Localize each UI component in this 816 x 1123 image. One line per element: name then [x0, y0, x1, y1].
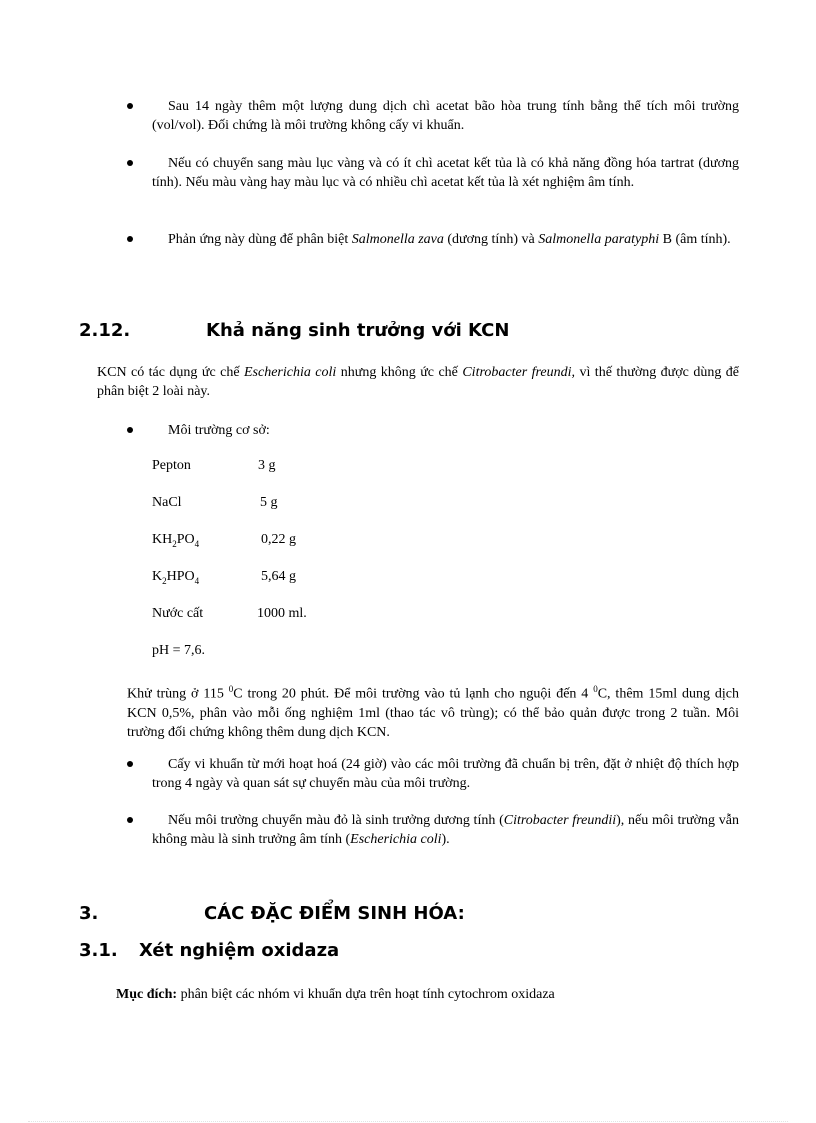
bullet-item [127, 230, 739, 249]
bullet-text: Sau 14 ngày thêm một lượng dung dịch chì acetat bão hòa trung tính bằng thể tích môi trường (vol/vol). Đối chứng là môi trường không cấy vi khuẩn. [152, 99, 739, 133]
ingredient-amount: 5,64 g [261, 569, 296, 584]
bullet-item [127, 97, 739, 135]
heading-title: Xét nghiệm oxidaza [139, 940, 340, 961]
medium-row [152, 495, 278, 511]
heading-number: 3. [79, 903, 99, 924]
ingredient-amount: 0,22 g [261, 532, 296, 547]
ingredient-name: Nước cất [152, 606, 204, 621]
ingredient-name: NaCl [152, 495, 182, 510]
medium-row [152, 532, 296, 549]
ingredient-amount: 1000 ml. [257, 606, 307, 621]
bullet-dot-icon [127, 817, 133, 823]
bullet-item [127, 421, 739, 440]
purpose-label: Mục đích: [116, 987, 178, 1002]
bullet-dot-icon [127, 160, 133, 166]
heading-title: Khả năng sinh trưởng với KCN [206, 320, 510, 341]
bullet-dot-icon [127, 236, 133, 242]
ph-value: pH = 7,6. [152, 643, 206, 658]
section-heading-2-12 [79, 320, 510, 341]
bullet-text: Nếu có chuyển sang màu lục vàng và có ít chì acetat kết tủa là có khả năng đồng hóa tartrat (dương tính). Nếu màu vàng hay màu lục và có nhiều chì acetat kết tủa là xét nghiệm âm tính. [152, 156, 739, 190]
ingredient-name: $K_2HPO_4$ [152, 569, 200, 586]
ingredient-amount: 3 g [258, 458, 276, 473]
purpose-text: phân biệt các nhóm vi khuẩn dựa trên hoạt tính cytochrom oxidaza [177, 987, 555, 1002]
bullet-item [127, 755, 739, 793]
section-heading-3 [79, 903, 465, 924]
medium-row [152, 569, 296, 586]
bullet-text: Cấy vi khuẩn từ mới hoạt hoá (24 giờ) vào các môi trường đã chuẩn bị trên, đặt ở nhiệt độ thích hợp trong 4 ngày và quan sát sự chuyển màu của môi trường. [152, 757, 739, 791]
bullet-text: Nếu môi trường chuyển màu đỏ là sinh trưởng dương tính (Citrobacter freundii), nếu môi trường vẫn không màu là sinh trưởng âm tính (Escherichia coli). [152, 813, 739, 847]
ingredient-name: Pepton [152, 458, 191, 473]
bullet-item [127, 811, 739, 849]
section-heading-3-1 [79, 940, 340, 961]
sterilization-paragraph: Khử trùng ở 115 $^0$C trong 20 phút. Để môi trường vào tủ lạnh cho nguội đến 4 $^0$C, thêm 15ml dung dịch KCN 0,5%, phân vào mỗi ống nghiệm 1ml (thao tác vô trùng); có thể bảo quản được trong 2 tuần. Môi trường đối chứng không thêm dung dịch KCN. [127, 684, 739, 740]
bullet-dot-icon [127, 103, 133, 109]
intro-paragraph: KCN có tác dụng ức chế Escherichia coli nhưng không ức chế Citrobacter freundi, vì thế thường được dùng để phân biệt 2 loài này. [97, 365, 739, 399]
bullet-dot-icon [127, 427, 133, 433]
ingredient-amount: 5 g [260, 495, 278, 510]
medium-row [152, 458, 276, 474]
page-bottom-divider [28, 1121, 788, 1122]
bullet-dot-icon [127, 761, 133, 767]
purpose-line [116, 985, 736, 1004]
heading-title: CÁC ĐẶC ĐIỂM SINH HÓA: [204, 903, 465, 924]
medium-label: Môi trường cơ sở: [168, 423, 270, 438]
medium-row [152, 606, 307, 622]
bullet-text: Phản ứng này dùng để phân biệt Salmonella zava (dương tính) và Salmonella paratyphi B (âm tính). [168, 232, 731, 247]
ingredient-name: $KH_2PO_4$ [152, 532, 200, 549]
bullet-item [127, 154, 739, 192]
heading-number: 3.1. [79, 940, 118, 961]
heading-number: 2.12. [79, 320, 131, 341]
